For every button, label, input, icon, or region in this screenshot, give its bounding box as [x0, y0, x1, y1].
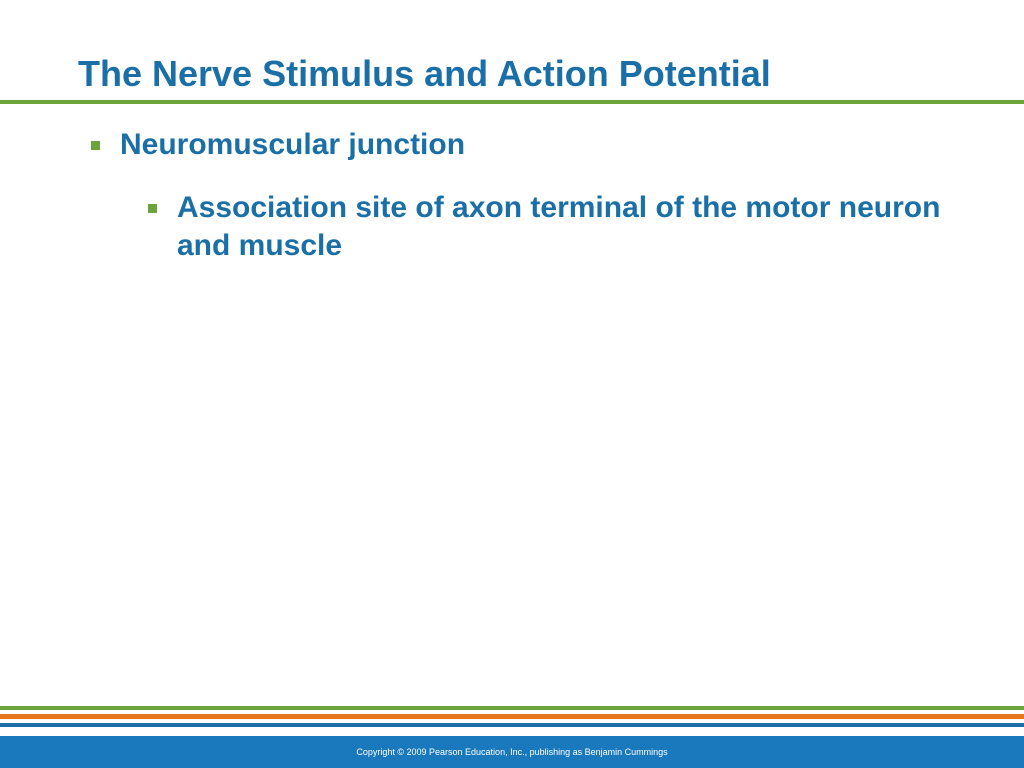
square-bullet-icon: [148, 204, 157, 213]
bullet-text: Association site of axon terminal of the motor neuron and muscle: [177, 191, 941, 262]
footer-stripe-orange: [0, 714, 1024, 719]
footer-stripe-blue: [0, 723, 1024, 727]
copyright-notice: Copyright © 2009 Pearson Education, Inc., publishing as Benjamin Cummings: [356, 747, 668, 757]
slide-title: The Nerve Stimulus and Action Potential: [78, 53, 771, 94]
bullet-text: Neuromuscular junction: [120, 128, 466, 161]
footer-bar: [0, 736, 1024, 768]
square-bullet-icon: [91, 141, 100, 150]
title-divider: [0, 100, 1024, 104]
footer-stripe-green: [0, 706, 1024, 710]
